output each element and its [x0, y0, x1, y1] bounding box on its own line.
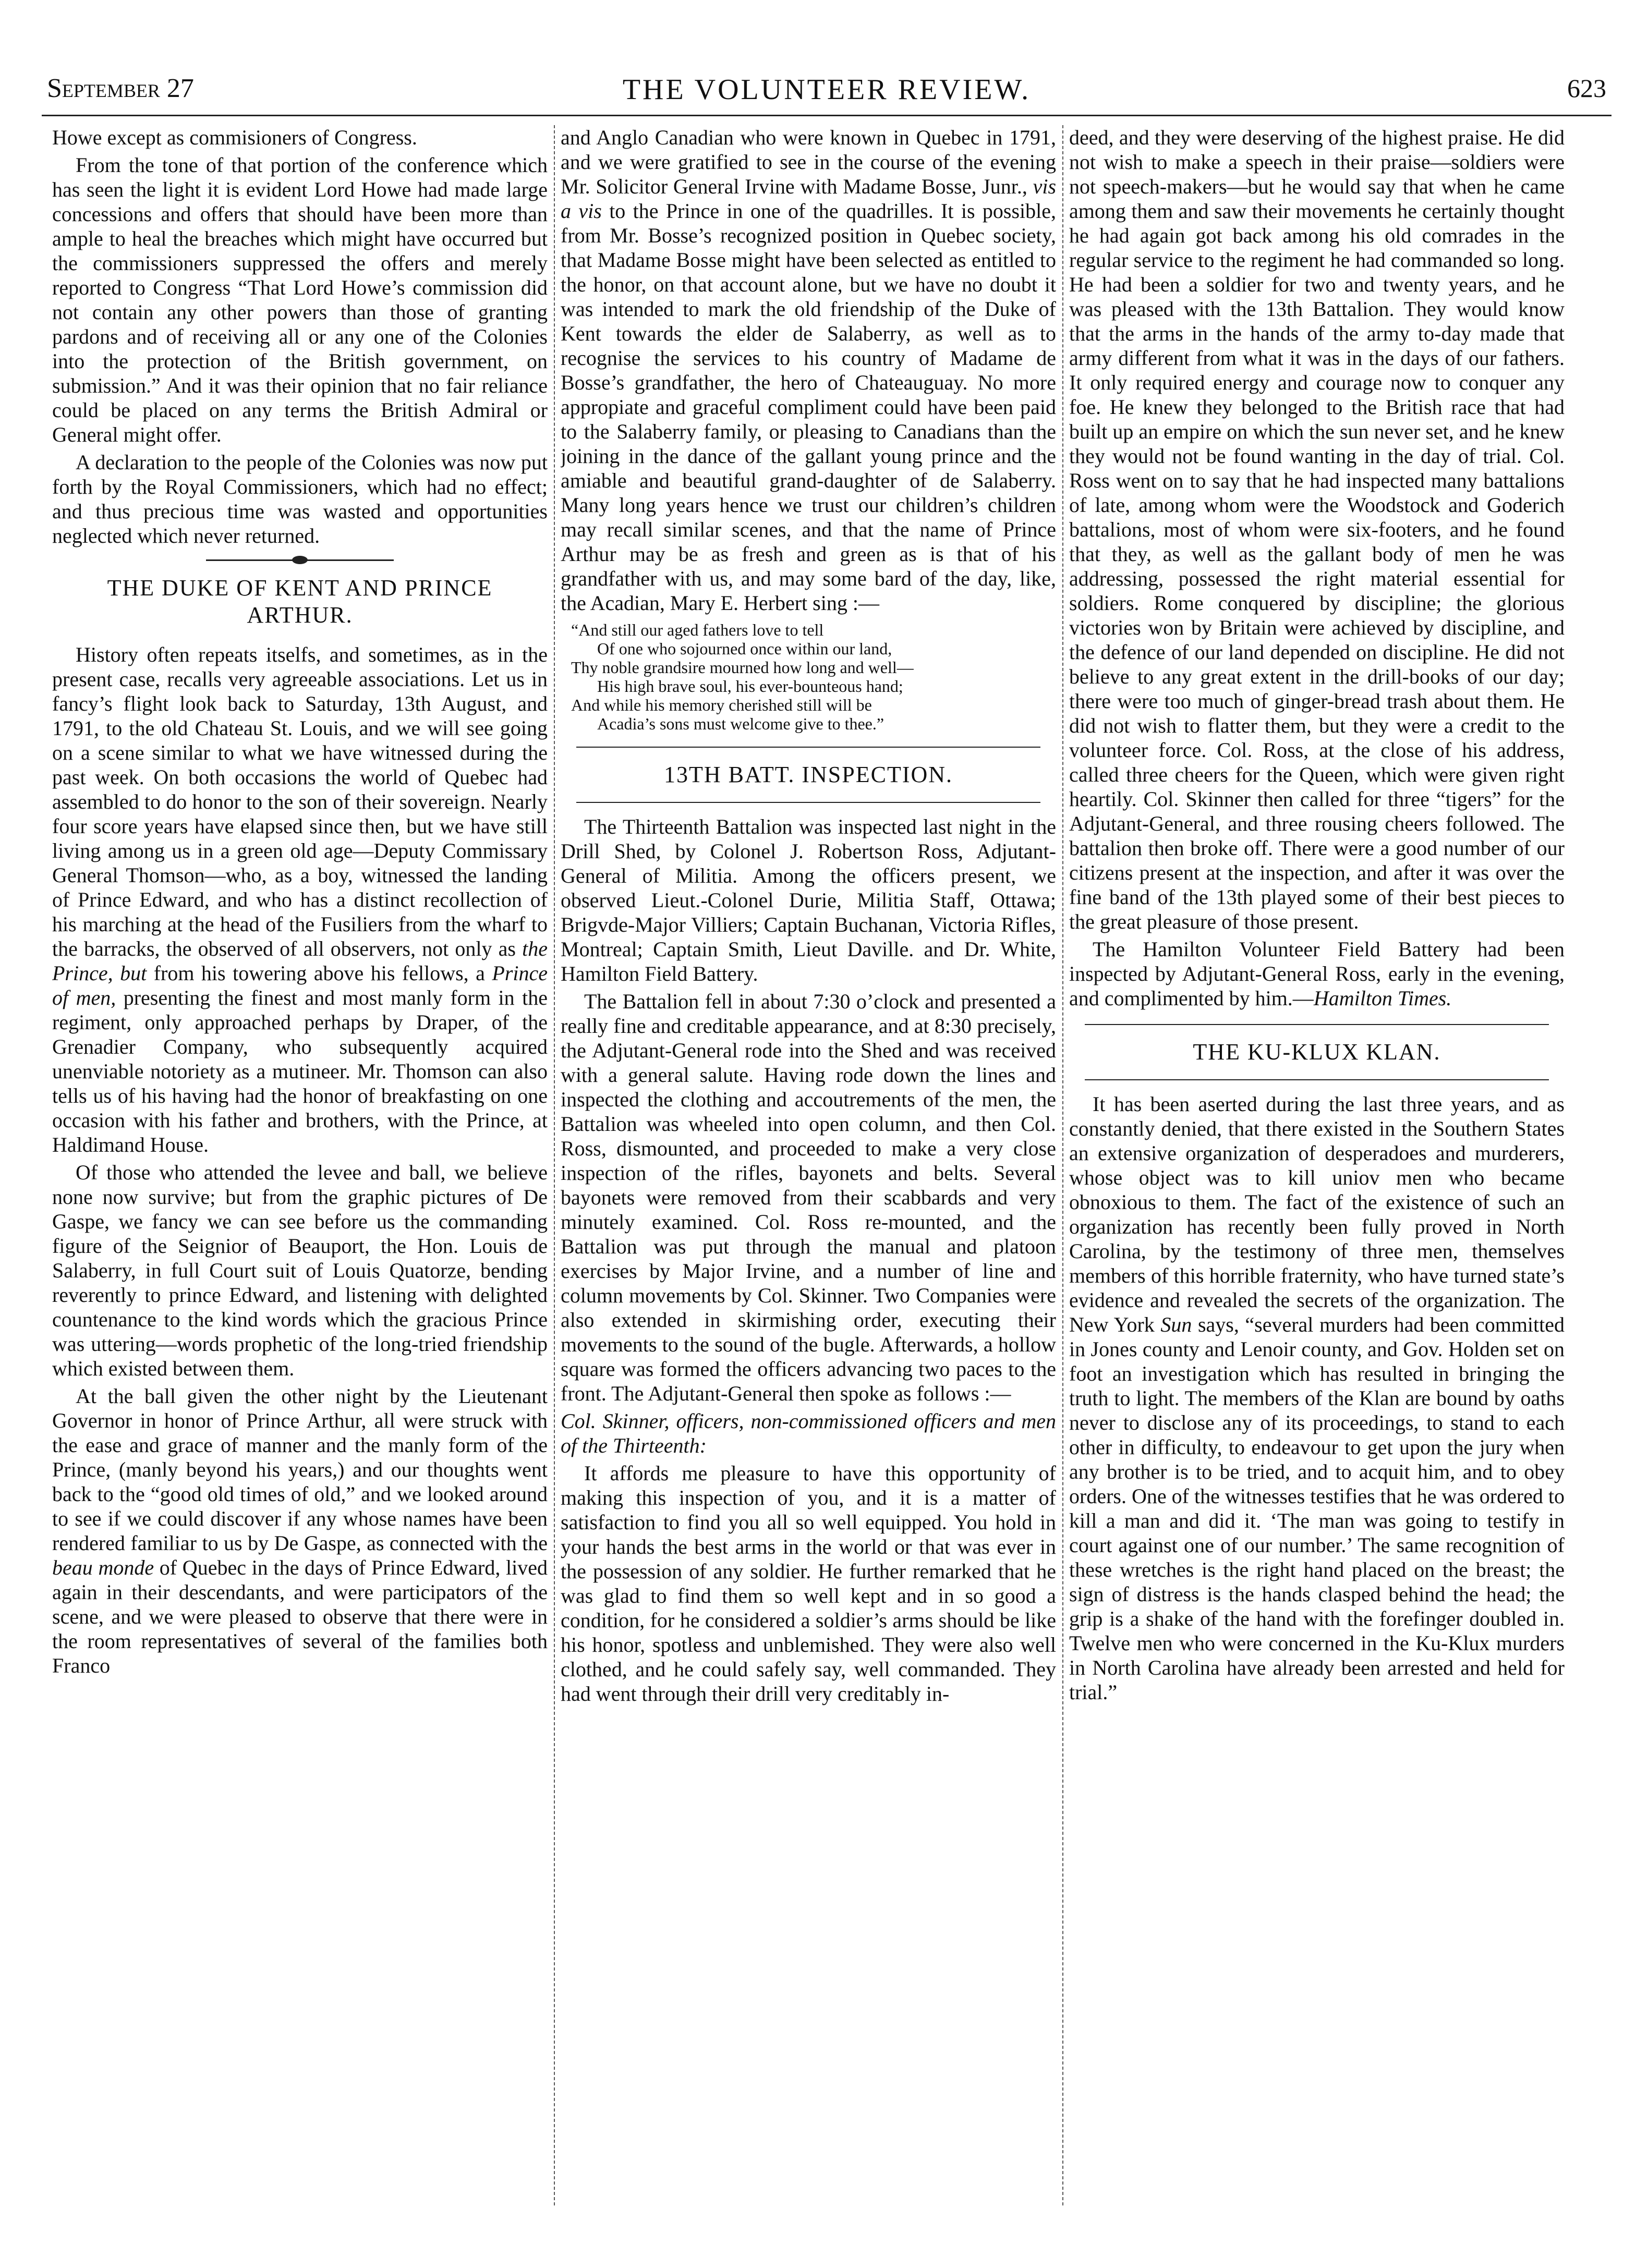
column-divider — [1062, 125, 1063, 2205]
poem-line: Thy noble grandsire mourned how long and well— — [571, 658, 914, 677]
column-2 — [561, 125, 1056, 2237]
poem-line: And while his memory cherished still will be — [571, 696, 872, 714]
text-run: At the ball given the other night by the Lieutenant Governor in honor of Prince Arthur, all were struck with the ease and grace of manner and the manly form of the Prince, (manly beyond his years,) and our thoughts went back to the “good old times of old,” and we looked around to see if we could discover if any whose names have been rendered familiar to us by De Gaspe, as connected with the — [52, 1384, 548, 1555]
section-separator — [206, 559, 394, 561]
article-heading: THE KU-KLUX KLAN. — [1193, 1039, 1441, 1065]
paragraph — [52, 1384, 548, 1678]
publication-title: THE VOLUNTEER REVIEW. — [622, 74, 1031, 106]
paragraph — [1069, 1092, 1565, 1704]
text-run: says, “several murders had been committed in Jones county and Lenoir county, and Gov. Holden set on foot an investigation which has resulted in bringing the truth to light. The members of the Klan are bound by oaths never to disclose any of its proceedings, to stand to each other in difficulty, to endeavour to get upon the jury when any brother is to be tried, and to acquit him, and to obey orders. One of the witnesses testifies that he was ordered to kill a man and did it. ‘The man was going to testify in court against one of our number.’ The same recognition of these wretches is the right hand placed on the breast; the sign of distress is the hands clasped behind the head; the grip is a shake of the hand with the forefinger doubled in. Twelve men who were concerned in the Ku-Klux murders in North Carolina have already been arrested and held for trial.” — [1069, 1313, 1565, 1704]
section-rule — [576, 747, 1040, 748]
text-run: from his towering above his fellows, a — [153, 961, 485, 985]
poem-line: Of one who sojourned once within our land, — [597, 639, 892, 658]
paragraph: The Thirteenth Battalion was inspected last night in the Drill Shed, by Colonel J. Robertson Ross, Adjutant-General of Militia. Among the officers present, we observed Lieut.-Colonel Durie, Militia Staff, Ottawa; Brigvde-Major Villiers; Captain Buchanan, Victoria Rifles, Montreal; Captain Smith, Lieut Daville. and Dr. White, Hamilton Field Battery. — [561, 815, 1056, 985]
article-heading: 13TH BATT. INSPECTION. — [663, 762, 953, 787]
paragraph — [1069, 937, 1565, 1010]
paragraph: A declaration to the people of the Colonies was now put forth by the Royal Commissioners, which had no effect; and thus precious time was wasted and opportunities neglected which never returned. — [52, 450, 548, 547]
poem-line: His high brave soul, his ever-bounteous hand; — [597, 677, 903, 696]
paragraph: It affords me pleasure to have this opportunity of making this inspection of you, and it is a matter of satisfaction to find you all so well equipped. You hold in your hands the best arms in the world or that was ever in the possession of any soldier. He further remarked that he was glad to find them so well kept and in so good a condition, for he considered a soldier’s arms should be like his honor, spotless and unblemished. They were also well clothed, and he could safely say, well commanded. They had went through their drill very creditably in- — [561, 1461, 1056, 1705]
address-line: Col. Skinner, officers, non-commissioned officers and men of the Thirteenth: — [561, 1409, 1056, 1457]
page-header — [42, 73, 1611, 116]
column-3 — [1069, 125, 1565, 2237]
text-run: and Anglo Canadian who were known in Quebec in 1791, and we were gratified to see in the course of the evening Mr. Solicitor General Irvine with Madame Bosse, Junr., — [561, 126, 1056, 198]
text-run: It has been aserted during the last three years, and as constantly denied, that there existed in the Southern States an extensive organization of desperadoes and murderers, whose object was to kill uniov men who became obnoxious to them. The fact of the existence of such an organization has recently been fully proved in North Carolina, by the testimony of three men, themselves members of this horrible fraternity, who have turned state’s evidence and revealed the secrets of the organization. The New York — [1069, 1092, 1565, 1336]
italic-text: vis a vis — [561, 175, 1056, 223]
poem-line: “And still our aged fathers love to tell — [571, 620, 824, 639]
section-rule — [1085, 1024, 1549, 1025]
article-heading: THE DUKE OF KENT AND PRINCE ARTHUR. — [107, 575, 493, 628]
text-run: of Quebec in the days of Prince Edward, lived again in their descendants, and were participators of the scene, and we were pleased to observe that there were in the room representatives of several of the families both Franco — [52, 1556, 548, 1677]
column-1 — [52, 125, 548, 2237]
italic-text: the Prince, but — [52, 937, 548, 985]
paragraph — [52, 642, 548, 1157]
source-credit: Hamilton Times. — [1313, 986, 1452, 1010]
issue-date: September 27 — [47, 74, 194, 103]
italic-text: Prince of men, — [52, 961, 548, 1009]
paragraph: deed, and they were deserving of the highest praise. He did not wish to make a speech in their praise—soldiers were not speech-makers—but he would say that when he came among them and saw their movements he certainly thought he had again got back among his old comrades in the regular service to the regiment he had commanded so long. He had been a soldier for two and twenty years, and he was pleased with the 13th Battalion. They would know that the arms in the hands of the army to-day made that army different from what it was in the days of our fathers. It only required energy and courage now to conquer any foe. He knew they belonged to the British race that had built up an empire on which the sun never set, and he knew they would not be found wanting in the day of trial. Col. Ross went on to say that he had inspected many battalions of late, among whom were the Woodstock and Goderich battalions, most of whom were six-footers, and he found that they, as well as the gallant body of men he was addressing, possessed the right material essential for soldiers. Rome conquered by discipline; the glorious victories won by Britain were achieved by discipline, and the defence of our land depended on discipline. He did not believe to any great extent in the drill-books of our day; there were too much of ginger-bread trash about them. He did not wish to flatter them, but they were a credit to the volunteer force. Col. Ross, at the close of his address, called three cheers for the Queen, which were given right heartily. Col. Skinner then called for three “tigers” for the Adjutant-General, and three rousing cheers followed. The battalion then broke off. There were a good number of our citizens present at the inspection, and after it was over the fine band of the 13th played some of their best pieces to the great pleasure of those present. — [1069, 126, 1565, 933]
section-rule — [1085, 1079, 1549, 1080]
page-number: 623 — [1567, 74, 1606, 103]
section-rule — [576, 802, 1040, 803]
paragraph: From the tone of that portion of the conference which has seen the light it is evident Lord Howe had made large concessions and offers that should have been more than ample to heal the breaches which might have occurred but the commissioners suppressed the offers and merely reported to Congress “That Lord Howe’s commission did not contain any other powers than those of granting pardons and of receiving all or any one of the Colonies into the protection of the British government, on submission.” And it was their opinion that no fair reliance could be placed on any terms the British Admiral or General might offer. — [52, 153, 548, 446]
text-run: The Hamilton Volunteer Field Battery had been inspected by Adjutant-General Ross, early in the evening, and complimented by him.— — [1069, 937, 1565, 1010]
italic-text: Sun — [1160, 1313, 1192, 1336]
italic-text: beau monde — [52, 1556, 154, 1579]
paragraph: Of those who attended the levee and ball, we believe none now survive; but from the graphic pictures of De Gaspe, we fancy we can see before us the commanding figure of the Seignior of Beauport, the Hon. Louis de Salaberry, in full Court suit of Louis Quatorze, bending reverently to prince Edward, and listening with delighted countenance to the kind words which the gracious Prince was uttering—words prophetic of the long-tried friendship which existed between them. — [52, 1161, 548, 1380]
poem-line: Acadia’s sons must welcome give to thee.” — [597, 714, 884, 733]
paragraph — [561, 125, 1056, 615]
text-run: to the Prince in one of the quadrilles. It is possible, from Mr. Bosse’s recognized position in Quebec society, that Madame Bosse might have been selected as entitled to the honor, on that account alone, but we have no doubt it was intended to mark the old friendship of the Duke of Kent towards the elder de Salaberry, as well as to recognise the services to his country of Madame de Bosse’s grandfather, the hero of Chateauguay. No more appropiate and graceful compliment could have been paid to the Salaberry family, or pleasing to Canadians than the joining in the dance of the gallant young prince and the amiable and beautiful grand-daughter of de Salaberry. Many long years hence we trust our children’s children may recall similar scenes, and that the name of Prince Arthur may be as fresh and green as is that of his grandfather with us, and may some bard of the day, like, the Acadian, Mary E. Herbert sing :— — [561, 199, 1056, 615]
paragraph: The Battalion fell in about 7:30 o’clock and presented a really fine and creditable appearance, and at 8:30 precisely, the Adjutant-General rode into the Shed and was received with a general salute. Having rode down the lines and inspected the clothing and accoutrements of the men, the Battalion was wheeled into open column, and then Col. Ross, dismounted, and proceeded to make a very close inspection of the rifles, bayonets and belts. Several bayonets were removed from their scabbards and very minutely examined. Col. Ross re-mounted, and the Battalion was put through the manual and platoon exercises by Major Irvine, and a number of line and column movements by Col. Skinner. Two Companies were also extended in skirmishing order, executing their movements to the sound of the bugle. Afterwards, a hollow square was formed the officers advancing two paces to the front. The Adjutant-General then spoke as follows :— — [561, 990, 1056, 1405]
poem-quote — [571, 620, 1056, 733]
text-run: presenting the finest and most manly form in the regiment, only approached perhaps by Draper, of the Grenadier Company, who subsequently acquired unenviable notoriety as a mutineer. Mr. Thomson can also tells us of his having had the honor of breakfasting on one occasion with his father and brothers, with the Prince, at Haldimand House. — [52, 986, 548, 1156]
paragraph: Howe except as commisioners of Congress. — [52, 126, 417, 149]
text-run: History often repeats itselfs, and sometimes, as in the present case, recalls very agreeable associations. Let us in fancy’s flight look back to Saturday, 13th August, and 1791, to the old Chateau St. Louis, and we will see going on a scene similar to what we have witnessed during the past week. On both occasions the world of Quebec had assembled to do honor to the son of their sovereign. Nearly four score years have elapsed since then, but we have still living among us in a green old age—Deputy Commissary General Thomson—who, as a boy, witnessed the landing of Prince Edward, and who has a distinct recollection of his marching at the head of the Fusiliers from the wharf to the barracks, the observed of all observers, not only as — [52, 643, 548, 960]
column-divider — [554, 125, 555, 2205]
